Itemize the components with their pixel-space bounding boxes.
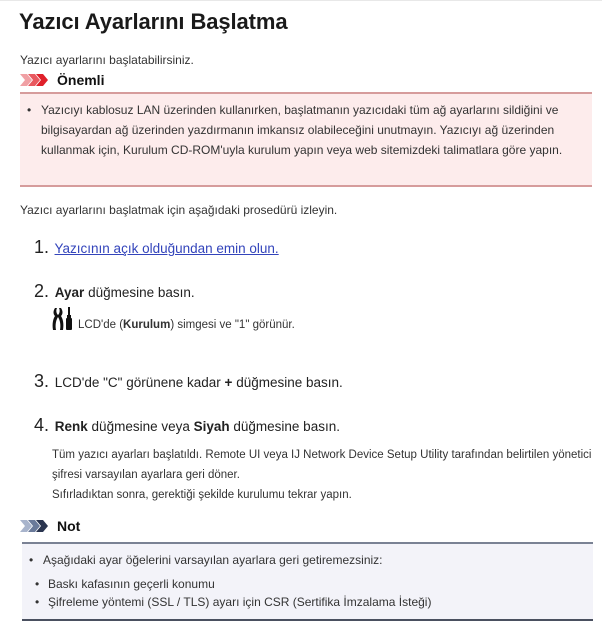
step-number: 2. — [34, 281, 50, 301]
step-3 — [34, 371, 343, 392]
step-text: düğmesine basın. — [229, 419, 340, 434]
note-heading-label: Not — [57, 518, 81, 534]
printer-on-link[interactable]: Yazıcının açık olduğundan emin olun. — [54, 241, 279, 256]
step-text: düğmesine basın. — [84, 285, 195, 300]
step-number: 3. — [34, 371, 50, 391]
detail-text: ) simgesi ve "1" görünür. — [170, 319, 295, 331]
step-4-followup: Sıfırladıktan sonra, gerektiği şekilde kurulumu tekrar yapın. — [52, 489, 352, 501]
step-4-result: Tüm yazıcı ayarları başlatıldı. Remote UI veya IJ Network Device Setup Utility tarafından belirtilen yönetici şifresi varsayılan ayarlara geri döner. — [52, 449, 592, 481]
intro-text: Yazıcı ayarlarını başlatabilirsiniz. — [20, 53, 194, 67]
note-subitem: • Şifreleme yöntemi (SSL / TLS) ayarı için CSR (Sertifika İmzalama İsteği) — [28, 593, 593, 611]
setup-tools-icon — [52, 307, 74, 331]
step-text: düğmesine basın. — [232, 375, 343, 390]
black-button-label: Siyah — [193, 419, 230, 434]
step-4 — [34, 415, 340, 436]
step-1 — [34, 237, 279, 258]
note-subitem: • Baskı kafasının geçerli konumu — [28, 575, 593, 593]
important-heading-label: Önemli — [57, 72, 105, 88]
triple-chevron-icon — [20, 74, 50, 86]
step-number: 4. — [34, 415, 50, 435]
detail-text: LCD'de ( — [78, 319, 124, 331]
note-item-text: Aşağıdaki ayar öğelerini varsayılan ayarlara geri getiremezsiniz: — [43, 553, 383, 567]
step-number: 1. — [34, 237, 50, 257]
step-2-detail — [52, 307, 295, 331]
plus-button-label: + — [224, 375, 233, 390]
triple-chevron-icon — [20, 520, 50, 532]
procedure-intro: Yazıcı ayarlarını başlatmak için aşağıdaki prosedürü izleyin. — [20, 203, 338, 217]
important-box — [20, 92, 592, 187]
setup-button-label: Ayar — [54, 285, 85, 300]
important-heading — [20, 72, 104, 88]
step-2 — [34, 281, 195, 302]
note-item — [22, 550, 593, 570]
step-text: düğmesine veya — [87, 419, 194, 434]
color-button-label: Renk — [54, 419, 88, 434]
note-box — [22, 542, 593, 621]
page-title: Yazıcı Ayarlarını Başlatma — [19, 9, 288, 34]
step-text: LCD'de "C" görünene kadar — [54, 375, 225, 390]
setup-label: Kurulum — [123, 319, 171, 331]
note-heading — [20, 518, 80, 534]
important-item: • Yazıcıyı kablosuz LAN üzerinden kullanırken, başlatmanın yazıcıdaki tüm ağ ayarlarını sildiğini ve bilgisayardan ağ üzerinden yazdırmanın imkansız olabileceğini unutmayın. Yazıcıyı ağ üzerinden kullanmak için, Kurulum CD-ROM'uyla kurulum yapın veya web sitemizdeki talimatlara göre yapın. — [20, 100, 592, 160]
